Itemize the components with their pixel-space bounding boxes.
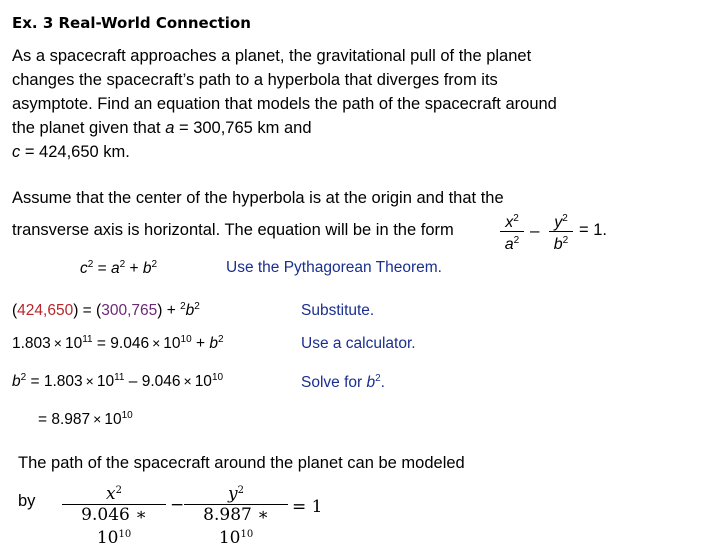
solve-note: Solve for $b^2$.	[301, 373, 385, 391]
result-equation: = $8.987 \times 10^{10}$	[38, 410, 133, 428]
calculator-equation: $1.803 \times 10^{11} = 9.046 \times 10^{10} + b^2$	[12, 334, 224, 352]
var-c: c	[12, 143, 21, 161]
solve-equation: $b^2 = 1.803 \times 10^{11} - 9.046 \times 10^{10}$	[12, 372, 224, 390]
final-y-fraction: $\frac{y^2}{8.987 ∗ 10^{10}}$	[184, 481, 288, 548]
a-value: = 300,765 km and	[174, 119, 312, 137]
conclusion-line: The path of the spacecraft around the planet can be modeled	[18, 454, 465, 472]
substitute-note: Substitute.	[301, 302, 375, 319]
final-equals: = 1	[292, 497, 323, 517]
pythagorean-equation: $c^2 = a^2 + b^2$	[80, 259, 158, 277]
form-y-fraction: $\frac{y^2}{b^2}$	[549, 210, 573, 253]
substitute-equation: $(424,650) = (300,765) + ^2b^2$	[12, 301, 200, 319]
problem-statement	[12, 44, 572, 164]
problem-text: As a spacecraft approaches a planet, the gravitational pull of the planet changes the spacecraft’s path to a hyperbola that diverges from its asymptote. Find an equation that models the path of the spacecraft around the planet given that	[12, 47, 557, 137]
conclusion-by: by	[18, 492, 36, 510]
form-equals: = 1.	[579, 221, 607, 239]
form-minus: –	[530, 221, 540, 240]
var-a: a	[165, 119, 175, 137]
final-x-fraction: $\frac{x^2}{9.046 ∗ 10^{10}}$	[62, 481, 166, 548]
page-title: Ex. 3 Real-World Connection	[12, 14, 251, 32]
calculator-note: Use a calculator.	[301, 335, 416, 352]
pythagorean-note: Use the Pythagorean Theorem.	[226, 259, 442, 276]
assumption-line-2: transverse axis is horizontal. The equation will be in the form	[12, 221, 454, 239]
form-x-fraction: $\frac{x^2}{a^2}$	[500, 210, 524, 253]
final-minus: −	[170, 495, 185, 515]
assumption-line-1: Assume that the center of the hyperbola is at the origin and that the	[12, 189, 504, 207]
c-value: = 424,650 km.	[20, 143, 130, 161]
